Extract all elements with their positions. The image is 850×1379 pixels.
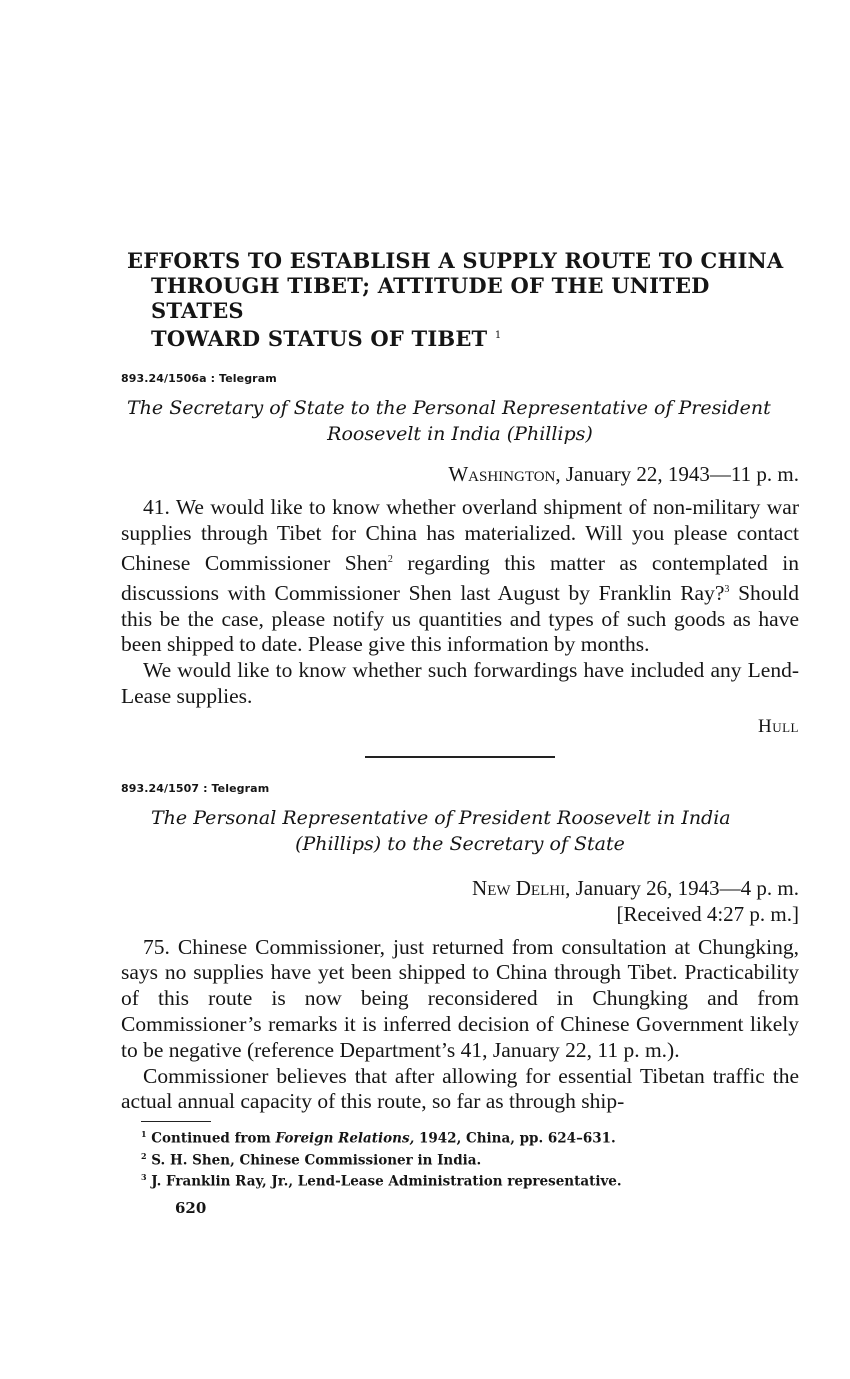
footnote-1-italic: Foreign Relations, [275,1130,415,1147]
telegram-1-reference: 893.24/1506a : Telegram [121,372,277,385]
telegram-2-paragraph-2: Commissioner believes that after allowing for essential Tibetan traffic the actual annual capacity of this route, so far as through ship- [121,1063,799,1114]
telegram-1-para-1-part-a: 41. We would like to know whether overland shipment of non-military war supplies through Tibet for China has materialized. Will you please contact Chinese Commissioner Shen [121,495,799,575]
footnote-1-text-b: 1942, China, pp. 624–631. [414,1130,616,1147]
title-line-1: EFFORTS TO ESTABLISH A SUPPLY ROUTE TO CHINA [127,248,784,273]
title-line-3-text: TOWARD STATUS OF TIBET [151,326,488,351]
telegram-1-dateline [121,461,799,487]
telegram-2-received: [Received 4:27 p. m.] [616,901,799,926]
footnote-2 [141,1148,799,1170]
telegram-1-paragraph-2: We would like to know whether such forwardings have included any Lend-Lease supplies. [121,658,799,708]
telegram-2-heading-line-1: The Personal Representative of President Roosevelt in India [151,806,731,829]
footnote-1 [141,1126,799,1148]
telegram-1-heading [121,395,799,447]
telegram-1-place: Washington, [448,462,561,486]
telegram-2-paragraph-1: 75. Chinese Commissioner, just returned from consultation at Chungking, says no supplies have yet been shipped to China through Tibet. Practicability of this route is now being reconsidered in Chungking and from Commissioner’s remarks it is inferred decision of Chinese Government likely to be negative (reference Department’s 41, January 22, 11 p. m.). [121,934,799,1062]
footnote-divider [141,1121,211,1122]
footnote-2-text: S. H. Shen, Chinese Commissioner in India. [151,1152,482,1169]
telegram-2-date: January 26, 1943—4 p. m. [570,875,799,900]
telegram-2-reference: 893.24/1507 : Telegram [121,781,270,795]
telegram-1-date: January 22, 1943—11 p. m. [560,462,799,486]
telegram-1-heading-line-2: Roosevelt in India (Phillips) [327,423,593,445]
title-footnote-mark: 1 [494,330,502,341]
footnotes [141,1126,799,1191]
section-title [121,248,799,351]
footnote-3-text: J. Franklin Ray, Jr., Lend-Lease Administration representative. [151,1173,622,1190]
footnote-3-mark: 3 [141,1172,147,1183]
page-number: 620 [175,1198,207,1217]
telegram-2-dateline [121,875,799,901]
telegram-2-heading-line-2: (Phillips) to the Secretary of State [295,832,625,855]
footnote-ref-3: 3 [724,583,730,595]
footnote-ref-2: 2 [387,553,393,565]
section-divider [365,756,555,758]
footnote-3 [141,1169,799,1191]
document-page [121,248,799,1217]
telegram-1-para-1-part-c: Should this be the case, please notify us quantities and types of such goods as have been shipped to date. Please give this information by months. [121,580,800,657]
telegram-1-paragraph-1 [121,495,799,658]
footnote-1-mark: 1 [141,1129,147,1140]
telegram-2-place: New Delhi, [472,875,571,900]
footnote-1-text-a: Continued from [151,1130,276,1147]
footnote-2-mark: 2 [141,1150,147,1161]
telegram-1-heading-line-1: The Secretary of State to the Personal Representative of President [127,397,771,419]
telegram-1-para-1-part-b: regarding this matter as contemplated in discussions with Commissioner Shen last August by Franklin Ray? [121,550,799,605]
telegram-1-signature: Hull [758,715,799,737]
title-line-3 [121,323,799,351]
title-line-2: THROUGH TIBET; ATTITUDE OF THE UNITED STATES [151,273,710,323]
telegram-2-heading [121,805,799,857]
